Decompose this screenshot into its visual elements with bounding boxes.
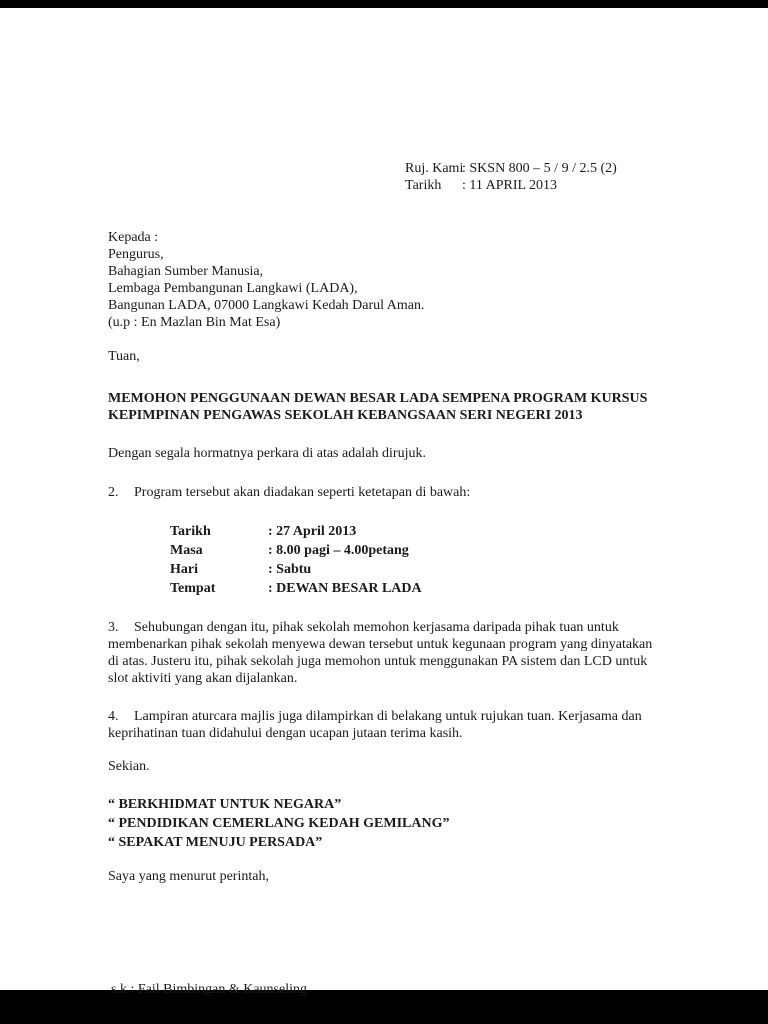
letterbox-top-bar: [0, 0, 768, 8]
recipient-line: Pengurus,: [108, 247, 164, 262]
paragraph-3: [108, 619, 666, 687]
paragraph-number: 4.: [108, 709, 119, 724]
detail-row-tarikh: [170, 522, 666, 541]
recipient-line: Kepada :: [108, 230, 159, 245]
paragraph-number: 3.: [108, 620, 119, 635]
letter-body: [108, 8, 666, 998]
reference-label: Ruj. Kami: [405, 161, 464, 176]
detail-value: : Sabtu: [268, 562, 312, 577]
recipient-address: [108, 229, 666, 331]
closing-word: Sekian.: [108, 759, 150, 774]
paragraph-number: 2.: [108, 485, 119, 500]
slogan-line: “ BERKHIDMAT UNTUK NEGARA”: [108, 797, 342, 812]
detail-label: Tarikh: [170, 524, 211, 539]
date-value: : 11 APRIL 2013: [462, 178, 558, 193]
slogan-line: “ SEPAKAT MENUJU PERSADA”: [108, 835, 323, 850]
paragraph-text: Lampiran aturcara majlis juga dilampirkan di belakang untuk rujukan tuan. Kerjasama dan keprihatinan tuan didahului dengan ucapan jutaan terima kasih.: [108, 709, 642, 741]
detail-value: : 8.00 pagi – 4.00petang: [268, 543, 409, 558]
paragraph-2: [108, 484, 666, 501]
detail-label: Masa: [170, 543, 203, 558]
paragraph-text: Sehubungan dengan itu, pihak sekolah memohon kerjasama daripada pihak tuan untuk membenarkan pihak sekolah menyewa dewan tersebut untuk kegunaan program yang dinyatakan di atas. Justeru itu, pihak sekolah juga memohon untuk menggunakan PA sistem dan LCD untuk slot aktiviti yang akan dijalankan.: [108, 620, 653, 686]
detail-row-masa: [170, 541, 666, 560]
detail-label: Hari: [170, 562, 198, 577]
paragraph-4: [108, 708, 666, 742]
carbon-copy-line: s.k : Fail Bimbingan & Kaunseling: [111, 982, 307, 997]
detail-value: : DEWAN BESAR LADA: [268, 581, 422, 596]
subject-line: MEMOHON PENGGUNAAN DEWAN BESAR LADA SEMPENA PROGRAM KURSUS KEPIMPINAN PENGAWAS SEKOLAH KEBANGSAAN SERI NEGERI 2013: [108, 391, 648, 423]
detail-row-hari: [170, 560, 666, 579]
salutation: Tuan,: [108, 349, 140, 364]
slogan-block: [108, 795, 666, 852]
reference-number-line: [405, 160, 666, 177]
recipient-line: (u.p : En Mazlan Bin Mat Esa): [108, 315, 281, 330]
date-line: [405, 177, 666, 194]
detail-value: : 27 April 2013: [268, 524, 357, 539]
reference-block: [405, 160, 666, 194]
detail-label: Tempat: [170, 581, 216, 596]
reference-value: : SKSN 800 – 5 / 9 / 2.5 (2): [462, 161, 617, 176]
recipient-line: Bangunan LADA, 07000 Langkawi Kedah Darul Aman.: [108, 298, 425, 313]
sign-off-line: Saya yang menurut perintah,: [108, 869, 269, 884]
detail-row-tempat: [170, 579, 666, 598]
recipient-line: Bahagian Sumber Manusia,: [108, 264, 264, 279]
slogan-line: “ PENDIDIKAN CEMERLANG KEDAH GEMILANG”: [108, 816, 450, 831]
date-label: Tarikh: [405, 178, 442, 193]
intro-paragraph: Dengan segala hormatnya perkara di atas adalah dirujuk.: [108, 446, 426, 461]
paragraph-text: Program tersebut akan diadakan seperti ketetapan di bawah:: [134, 485, 471, 500]
recipient-line: Lembaga Pembangunan Langkawi (LADA),: [108, 281, 358, 296]
event-details-table: [170, 522, 666, 598]
